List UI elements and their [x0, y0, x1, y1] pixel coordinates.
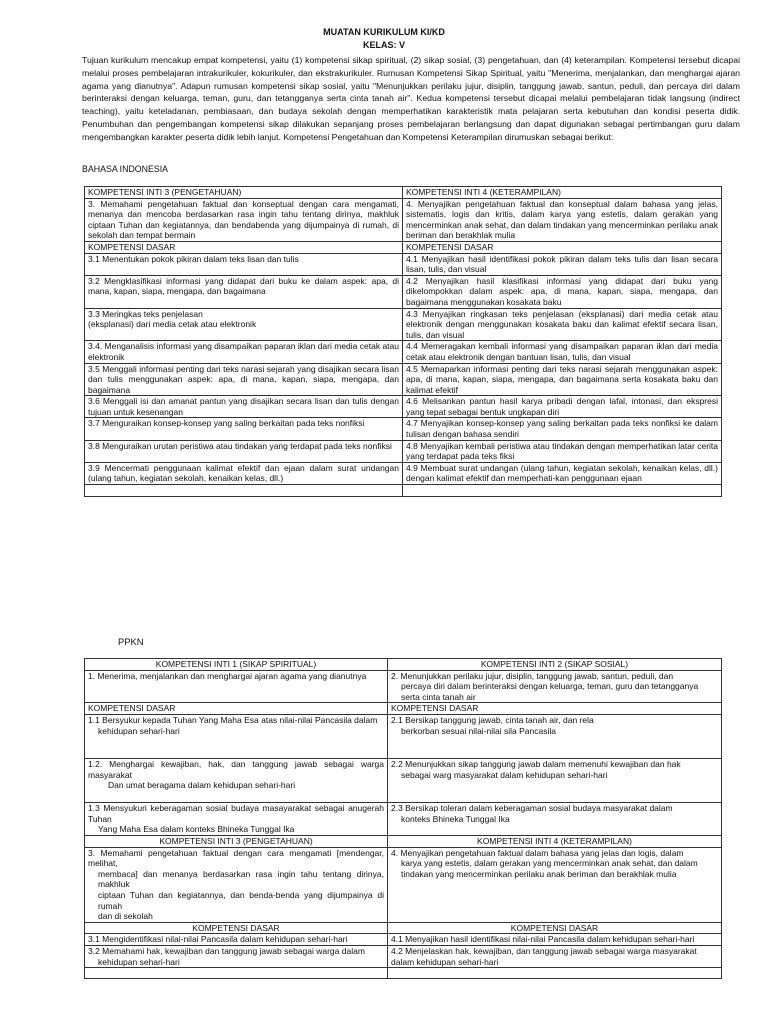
empty-cell — [85, 968, 388, 979]
kd-right-cell — [388, 758, 722, 802]
table-row — [85, 275, 722, 308]
ki2-header: KOMPETENSI INTI 2 (SIKAP SOSIAL) — [388, 659, 722, 671]
ki2-line: percaya diri dalam berinteraksi dengan keluarga, teman, guru dan tetangganya — [401, 681, 699, 692]
kd-right-cell: 4.1 Menyajikan hasil identifikasi nilai-nilai Pancasila dalam kehidupan sehari-hari — [388, 934, 722, 946]
kd-line: 1.2. Menghargai kewajiban, hak, dan tanggung jawab sebagai warga masyarakat — [88, 758, 384, 780]
kd-line: 2.2 Menunjukkan sikap tanggung jawab dalam memenuhi kewajiban dan hak — [391, 758, 681, 769]
kd-right-cell: 4.3 Menyajikan ringkasan teks penjelasan (eksplanasi) dari media cetak atau elektronik dengan menggunakan kosakata baku dan kalimat efektif secara lisan, tulis, dan visual — [403, 308, 722, 341]
kd-line: Dan umat beragama dalam kehidupan sehari-hari — [108, 780, 296, 791]
bahasa-competency-table — [84, 186, 722, 497]
kd-line: 3.2 Memahami hak, kewajiban dan tanggung jawab sebagai warga dalam — [88, 945, 365, 956]
ki3-line: membaca] dan menanya berdasarkan rasa ingin tahu tentang dirinya, makhluk — [98, 868, 384, 890]
kd-left-cell: 3.5 Menggali informasi penting dari teks narasi sejarah yang disajikan secara lisan dan tulis menggunakan aspek: apa, di mana, kapan, siapa, mengapa, dan bagaimana — [85, 363, 403, 396]
kd-left-cell: 3.7 Menguraikan konsep-konsep yang saling berkaitan pada teks nonfiksi — [85, 418, 403, 440]
kd-left-cell: 3.1 Mengidentifikasi nilai-nilai Pancasila dalam kehidupan sehari-hari — [85, 934, 388, 946]
kd-left-cell: 3.4. Menganalisis informasi yang disampaikan paparan iklan dari media cetak atau elektronik — [85, 341, 403, 363]
kd-left-cell — [85, 945, 388, 967]
kd-left-cell: 3.1 Menentukan pokok pikiran dalam teks lisan dan tulis — [85, 253, 403, 275]
kd-right-cell: 4.4 Memeragakan kembali informasi yang disampaikan paparan iklan dari media cetak atau elektronik dengan bantuan lisan, tulis, dan visual — [403, 341, 722, 363]
kd-right-cell — [388, 714, 722, 758]
kd-left-cell: 3.3 Meringkas teks penjelasan (eksplanasi) dari media cetak atau elektronik — [85, 308, 403, 341]
kd-right-cell: 4.5 Memaparkan informasi penting dari teks narasi sejarah menggunakan aspek: apa, di mana, kapan, siapa, mengapa, dan bagaimana serta kosakata baku dan kalimat efektif — [403, 363, 722, 396]
ki4-line: 4. Menyajikan pengetahuan faktual dalam bahasa yang jelas dan logis, dalam — [391, 847, 684, 858]
kd-right-cell: 4.7 Menyajikan konsep-konsep yang saling berkaitan pada teks nonfiksi ke dalam tulisan dengan bahasa sendiri — [403, 418, 722, 440]
kd-line: sebagai warg masyarakat dalam kehidupan sehari-hari — [401, 769, 608, 780]
table-row — [85, 758, 722, 802]
ki4-line: karya yang estetis, dalam gerakan yang mencerminkan anak sehat, dan dalam — [401, 858, 698, 869]
kd-left-cell: 3.8 Menguraikan urutan peristiwa atau tindakan yang terdapat pada teks nonfiksi — [85, 440, 403, 462]
kd-left-cell — [85, 758, 388, 802]
kd-left-cell — [85, 714, 388, 758]
ki3-text — [85, 847, 388, 922]
kd-header-left: KOMPETENSI DASAR — [85, 241, 403, 253]
kd-header-left: KOMPETENSI DASAR — [85, 703, 388, 715]
kd-line: berkorban sesuai nilai-nilai sila Pancasila — [401, 725, 556, 736]
ki4-text — [388, 847, 722, 922]
ki3-line: dan di sekolah — [98, 911, 153, 922]
empty-cell — [85, 485, 403, 497]
kd-line: dalam kehidupan sehari-hari — [391, 956, 499, 967]
ki2-text — [388, 670, 722, 703]
kd-header-right: KOMPETENSI DASAR — [388, 703, 722, 715]
kd-line: 2.1 Bersikap tanggung jawab, cinta tanah air, dan rela — [391, 714, 594, 725]
table-row — [85, 934, 722, 946]
kd-line: Yang Maha Esa dalam konteks Bhineka Tunggal Ika — [98, 824, 295, 835]
ki3-line: ciptaan Tuhan dan kegiatannya, dan benda-benda yang dijumpainya di rumah — [98, 889, 384, 911]
table-row — [85, 363, 722, 396]
table-row — [85, 462, 722, 484]
ki4-header: KOMPETENSI INTI 4 (KETERAMPILAN) — [388, 835, 722, 847]
kd-right-cell — [388, 945, 722, 967]
kd-right-cell: 4.9 Membuat surat undangan (ulang tahun, kegiatan sekolah, kenaikan kelas, dll.) dengan kalimat efektif dan memperhati-kan penggunaan ejaan — [403, 462, 722, 484]
kd-header-right: KOMPETENSI DASAR — [388, 922, 722, 934]
ki3-line: 3. Memahami pengetahuan faktual dengan cara mengamati [mendengar, melihat, — [88, 847, 384, 869]
table-row — [85, 440, 722, 462]
ki2-line: serta cinta tanah air — [401, 691, 476, 702]
document-title: MUATAN KURIKULUM KI/KD — [323, 27, 445, 37]
table-row — [85, 802, 722, 835]
ki3-header: KOMPETENSI INTI 3 (PENGETAHUAN) — [85, 835, 388, 847]
kd-left-cell: 3.6 Menggali isi dan amanat pantun yang disajikan secara lisan dan tulis dengan tujuan untuk kesenangan — [85, 396, 403, 418]
ki4-text: 4. Menyajikan pengetahuan faktual dan konseptual dalam bahasa yang jelas, sistematis, logis dan kritis, dalam karya yang estetis, dalam gerakan yang mencerminkan anak sehat, dan dalam tindakan yang mencerminkan perilaku anak beriman dan berakhlak mulia — [403, 198, 722, 241]
kd-right-cell: 4.2 Menyajikan hasil klasifikasi informasi yang didapat dari buku yang dikelompokkan dalam aspek: apa, di mana, kapan, siapa, mengapa, dan bagaimana menggunakan kosakata baku — [403, 275, 722, 308]
ppkn-competency-table — [84, 658, 722, 979]
kd-right-cell: 4.1 Menyajikan hasil identifikasi pokok pikiran dalam teks tulis dan lisan secara lisan, tulis, dan visual — [403, 253, 722, 275]
empty-row — [85, 485, 722, 497]
table-row — [85, 253, 722, 275]
kd-line: kehidupan sehari-hari — [98, 725, 180, 736]
kd-line: 2.3 Bersikap toleran dalam keberagaman sosial budaya masyarakat dalam — [391, 802, 673, 813]
kd-header-left: KOMPETENSI DASAR — [85, 922, 388, 934]
ki2-line: 2. Menunjukkan perilaku jujur, disiplin, tanggung jawab, santun, peduli, dan — [391, 670, 674, 681]
intro-paragraph: Tujuan kurikulum mencakup empat kompetensi, yaitu (1) kompetensi sikap spiritual, (2) sikap sosial, (3) pengetahuan, dan (4) keterampilan. Kompetensi tersebut dicapai melalui proses pembelajaran intrakurikuler, kokurikuler, dan ekstrakurikuler. Rumusan Kompetensi Sikap Spiritual, yaitu "Menerima, menjalankan, dan menghargai ajaran agama yang dianutnya". Adapun rumusan kompetensi sikap sosial, yaitu "Menunjukkan perilaku jujur, disiplin, tanggung jawab, santun, peduli, dan percaya diri dalam berinteraksi dengan keluarga, teman, guru, dan tetangganya serta cinta tanah air". Kedua kompetensi tersebut dicapai melalui pembelajaran tidak langsung (indirect teaching), yaitu keteladanan, pembiasaan, dan budaya sekolah dengan memperhatikan karakteristik mata pelajaran serta kebutuhan dan kondisi peserta didik. Penumbuhan dan pengembangan kompetensi sikap dilakukan sepanjang proses pembelajaran berlangsung dan dapat digunakan sebagai pertimbangan guru dalam mengembangkan karakter peserta didik lebih lanjut. Kompetensi Pengetahuan dan Kompetensi Keterampilan dirumuskan sebagai berikut: — [82, 55, 740, 142]
table-row — [85, 341, 722, 363]
table-row — [85, 308, 722, 341]
kd-line: 1.1 Bersyukur kepada Tuhan Yang Maha Esa atas nilai-nilai Pancasila dalam — [88, 714, 378, 725]
kd-line: 1.3 Mensyukuri keberagaman sosial budaya masayarakat sebagai anugerah Tuhan — [88, 802, 384, 824]
empty-cell — [403, 485, 722, 497]
kd-left-cell — [85, 802, 388, 835]
kd-line: konteks Bhineka Tunggal Ika — [401, 813, 510, 824]
ki3-header: KOMPETENSI INTI 3 (PENGETAHUAN) — [85, 187, 403, 199]
kd-right-cell: 4.6 Melisankan pantun hasil karya pribadi dengan lafal, intonasi, dan ekspresi yang tepat sebagai bentuk ungkapan diri — [403, 396, 722, 418]
ki3-text: 3. Memahami pengetahuan faktual dan konseptual dengan cara mengamati, menanya dan mencoba berdasarkan rasa ingin tahu tentang dirinya, makhluk ciptaan Tuhan dan kegiatannya, dan bendabenda yang dijumpainya di rumah, di sekolah dan tempat bermain — [85, 198, 403, 241]
kd-line: 4.2 Menjelaskan hak, kewajiban, dan tanggung jawab sebagai warga masyarakat — [391, 945, 697, 956]
kd-left-cell: 3.2 Mengklasifikasi informasi yang didapat dari buku ke dalam aspek: apa, di mana, kapan, siapa, mengapa, dan bagaimana — [85, 275, 403, 308]
empty-row — [85, 968, 722, 979]
table-row — [85, 714, 722, 758]
class-label: KELAS: V — [362, 40, 405, 50]
table-row — [85, 945, 722, 967]
ki1-header: KOMPETENSI INTI 1 (SIKAP SPIRITUAL) — [85, 659, 388, 671]
subject-heading-ppkn: PPKN — [118, 636, 144, 647]
table-row — [85, 418, 722, 440]
kd-left-cell: 3.9 Mencermati penggunaan kalimat efektif dan ejaan dalam surat undangan (ulang tahun, kegiatan sekolah, kenaikan kelas, dll.) — [85, 462, 403, 484]
kd-right-cell — [388, 802, 722, 835]
kd-header-right: KOMPETENSI DASAR — [403, 241, 722, 253]
ki4-line: tindakan yang mencerminkan perilaku anak beriman dan berakhlak mulia — [401, 868, 677, 879]
ki4-header: KOMPETENSI INTI 4 (KETERAMPILAN) — [403, 187, 722, 199]
empty-cell — [388, 968, 722, 979]
ki1-text: 1. Menerima, menjalankan dan menghargai ajaran agama yang dianutnya — [85, 670, 388, 703]
table-row — [85, 396, 722, 418]
kd-line: kehidupan sehari-hari — [98, 956, 180, 967]
subject-heading-bahasa: BAHASA INDONESIA — [82, 164, 169, 174]
kd-right-cell: 4.8 Menyajikan kembali peristiwa atau tindakan dengan memperhatikan latar cerita yang terdapat pada teks fiksi — [403, 440, 722, 462]
